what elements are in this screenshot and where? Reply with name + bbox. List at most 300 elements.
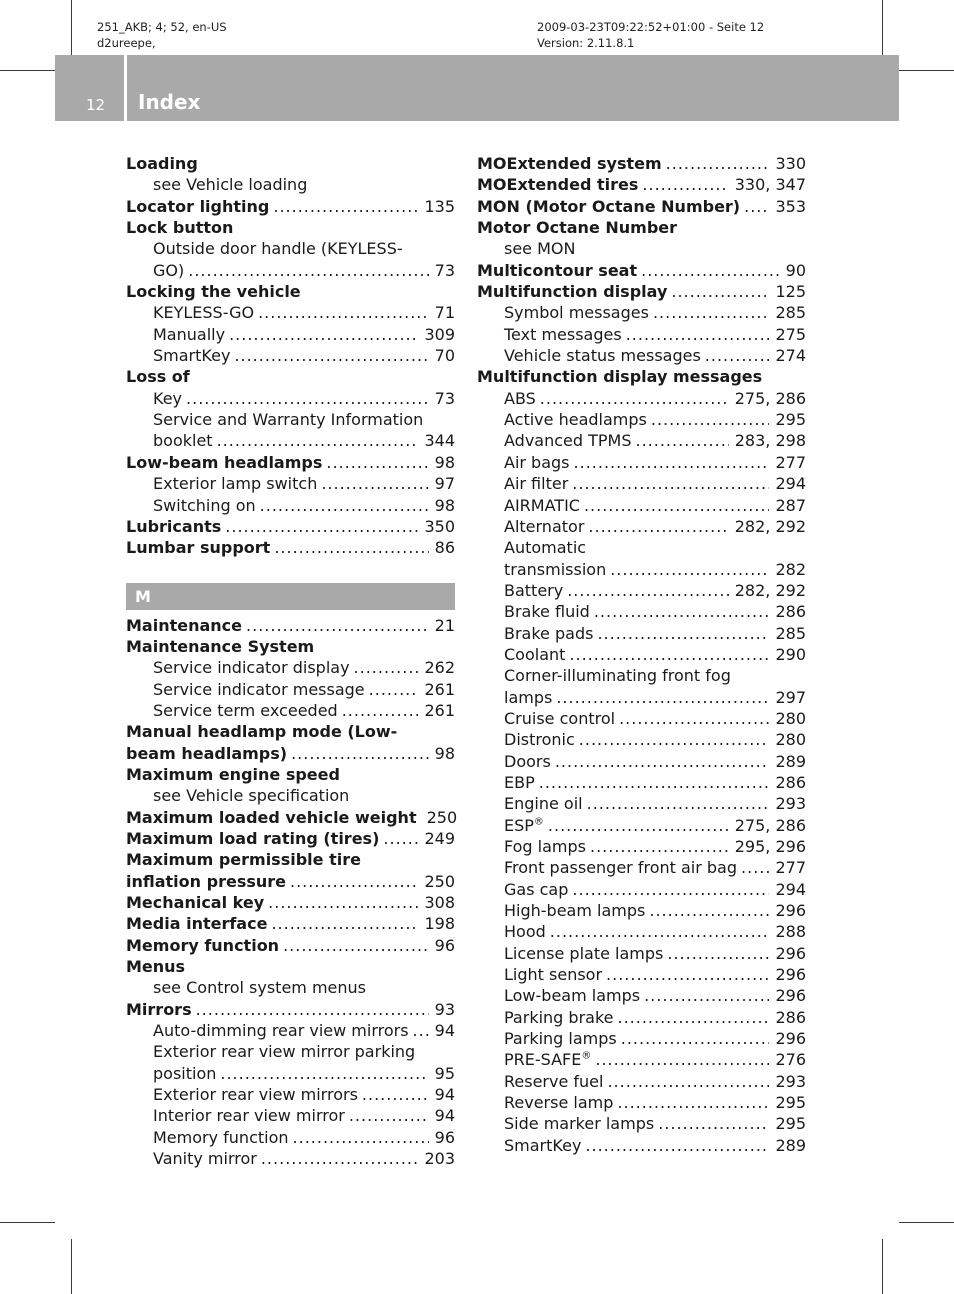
page-reference[interactable]: 286 [775,772,806,792]
page-reference[interactable]: 97 [434,474,455,494]
index-subentry[interactable] [477,623,806,644]
page-reference[interactable]: 96 [434,1127,455,1147]
index-subentry[interactable] [477,900,806,921]
index-entry[interactable] [126,871,455,892]
page-reference[interactable]: 330 [775,154,806,173]
page-reference[interactable]: 73 [434,388,455,408]
index-subentry[interactable] [126,345,455,366]
index-subentry[interactable] [477,580,806,601]
leader-dots [666,153,770,174]
page-reference[interactable]: 96 [434,935,455,955]
index-subentry[interactable] [477,751,806,772]
page-reference[interactable]: 293 [775,1071,806,1091]
leader-dots [271,913,418,934]
index-subentry[interactable] [126,1148,455,1169]
index-subentry [126,174,455,195]
leader-dots [362,1084,429,1105]
page-reference[interactable]: 94 [434,1021,455,1041]
page-reference[interactable]: 296 [775,965,806,985]
entry-label: Memory function [126,935,280,955]
page-reference[interactable]: 98 [434,452,455,472]
leader-dots [587,793,770,814]
entry-label: Fog lamps [504,837,586,856]
index-entry [126,764,455,785]
entry-label: Parking lamps [504,1029,617,1049]
index-subentry [126,409,455,430]
leader-dots [273,196,418,217]
page-reference[interactable]: 73 [434,260,455,280]
entry-label: MOExtended tires [477,175,639,195]
leader-dots [539,772,770,793]
entry-label: Manual headlamp mode (Low- [126,722,398,742]
leader-dots [291,743,429,764]
entry-label: Text messages [504,324,622,344]
index-subentry[interactable] [477,708,806,729]
index-entry [126,721,455,742]
entry-label: Mirrors [126,999,192,1019]
leader-dots [651,409,770,430]
entry-label: Parking brake [504,1007,614,1027]
entry-label: booklet [153,431,213,451]
index-subentry[interactable] [477,388,806,409]
entry-label: Front passenger front air bag [504,858,738,878]
page-reference[interactable]: 294 [775,879,806,899]
page-reference[interactable]: 290 [775,644,806,664]
index-subentry[interactable] [126,495,455,516]
index-entry[interactable] [126,828,455,849]
leader-dots [354,657,419,678]
index-subentry[interactable] [126,1020,455,1041]
index-subentry[interactable] [477,1135,806,1156]
leader-dots [610,559,769,580]
index-subentry[interactable] [477,687,806,708]
index-entry [477,217,806,238]
index-subentry[interactable] [477,772,806,793]
leader-dots [246,615,429,636]
page-reference[interactable]: 344 [424,431,455,451]
page-reference[interactable]: 297 [775,687,806,707]
index-entry[interactable] [126,913,455,934]
page-reference[interactable]: 203 [424,1149,455,1169]
index-entry[interactable] [126,999,455,1020]
page-reference[interactable]: 277 [775,858,806,878]
leader-dots [274,537,428,558]
page-reference[interactable]: 289 [775,1135,806,1155]
entry-label: Vanity mirror [153,1149,257,1169]
entry-label: Gas cap [504,879,569,899]
entry-label: see MON [504,239,576,259]
meta-line: 2009-03-23T09:22:52+01:00 - Seite 12 [537,20,765,34]
leader-dots [744,196,769,217]
leader-dots [641,260,780,281]
entry-label: Low-beam headlamps [126,452,323,472]
index-entry [126,217,455,238]
page-reference[interactable]: 275, 286 [734,815,806,835]
index-subentry[interactable] [477,495,806,516]
crop-mark-top-right-v [882,0,883,55]
index-subentry[interactable] [126,657,455,678]
index-subentry[interactable] [126,679,455,700]
leader-dots [413,1020,429,1041]
page-reference[interactable]: 285 [775,303,806,323]
page-reference[interactable]: 350 [424,516,455,536]
leader-dots [290,871,418,892]
entry-label: Multicontour seat [477,260,638,280]
entry-label: Loss of [126,367,190,387]
entry-label: MOExtended system [477,154,662,173]
crop-mark-bottom-right-v [882,1239,883,1294]
crop-mark-bottom-right-h [899,1222,954,1223]
leader-dots [588,516,728,537]
header-divider [124,55,127,121]
index-subentry [477,537,806,558]
index-subentry[interactable] [477,879,806,900]
index-subentry[interactable] [126,302,455,323]
page-reference[interactable]: 261 [424,679,455,699]
index-entry [126,281,455,302]
entry-label: EBP [504,772,535,792]
crop-mark-top-left-h [0,70,55,71]
index-subentry[interactable] [477,409,806,430]
index-subentry[interactable] [477,729,806,750]
leader-dots [594,601,770,622]
leader-dots [606,964,769,985]
index-subentry[interactable] [477,1007,806,1028]
page-reference[interactable]: 293 [775,794,806,814]
index-subentry[interactable] [477,1113,806,1134]
index-entry[interactable] [477,281,806,302]
entry-label: Service indicator message [153,679,365,699]
entry-label: Memory function [153,1127,289,1147]
entry-label: KEYLESS-GO [153,303,255,323]
page-reference[interactable]: 98 [434,495,455,515]
index-subentry[interactable] [477,473,806,494]
index-subentry[interactable] [477,345,806,366]
page-reference[interactable]: 289 [775,751,806,771]
index-subentry [126,1041,455,1062]
entry-label: GO) [153,260,185,280]
leader-dots [548,815,729,836]
index-entry[interactable] [477,196,806,217]
index-subentry[interactable] [126,388,455,409]
leader-dots [642,174,728,195]
entry-label: Air bags [504,452,570,472]
index-subentry[interactable] [477,1092,806,1113]
entry-label: Maximum engine speed [126,764,340,784]
index-entry[interactable] [126,743,455,764]
print-meta-left [97,19,227,51]
page-reference[interactable]: 135 [424,196,455,216]
entry-label: Brake fluid [504,602,590,622]
entry-label: Alternator [504,516,585,536]
leader-dots [260,495,429,516]
page-reference[interactable]: 296 [775,1029,806,1049]
entry-label: Reserve fuel [504,1071,604,1091]
index-subentry[interactable] [477,430,806,451]
leader-dots [283,935,429,956]
leader-dots [569,644,769,665]
page-reference[interactable]: 287 [775,495,806,515]
index-subentry[interactable] [126,1084,455,1105]
index-subentry [126,785,455,806]
index-subentry[interactable] [477,857,806,878]
leader-dots [607,1071,769,1092]
leader-dots [617,1092,769,1113]
index-subentry[interactable] [477,644,806,665]
entry-label: Maintenance [126,615,243,635]
index-entry [126,849,455,870]
page-reference[interactable]: 286 [775,602,806,622]
entry-label: Locking the vehicle [126,282,301,302]
entry-label: Maximum load rating (tires) [126,828,380,848]
index-subentry [126,238,455,259]
leader-dots [234,345,428,366]
index-entry [126,153,455,174]
index-subentry [126,977,455,998]
registered-mark: ® [533,816,544,828]
entry-label: SmartKey [153,346,231,366]
page-reference[interactable]: 296 [775,986,806,1006]
leader-dots [556,687,769,708]
page-reference[interactable]: 286 [775,1007,806,1027]
entry-label: Media interface [126,914,268,934]
entry-label: Exterior lamp switch [153,474,318,494]
leader-dots [293,1127,429,1148]
index-entry[interactable] [126,537,455,558]
leader-dots [572,879,769,900]
page-reference[interactable]: 93 [434,999,455,1019]
entry-label: Engine oil [504,794,583,814]
page-reference[interactable]: 282 [775,559,806,579]
entry-label: AIRMATIC [504,495,580,515]
entry-label: transmission [504,559,607,579]
entry-label: beam headlamps) [126,743,288,763]
entry-label: Symbol messages [504,303,649,323]
page-reference[interactable]: 296 [775,943,806,963]
index-subentry[interactable] [477,836,806,857]
page-reference[interactable]: 295 [775,410,806,430]
entry-label: see Vehicle loading [153,175,308,195]
entry-label: Lumbar support [126,538,271,558]
page-reference[interactable]: 295 [775,1093,806,1113]
leader-dots [590,836,729,857]
entry-label: Light sensor [504,965,603,985]
entry-label: Multifunction display [477,282,668,302]
entry-group-mo [477,153,806,1156]
entry-label: Advanced TPMS [504,431,632,451]
index-entry [126,366,455,387]
crop-mark-bottom-left-h [0,1222,55,1223]
index-entry[interactable] [126,452,455,473]
index-entry[interactable] [126,935,455,956]
leader-dots [617,1007,769,1028]
page-reference[interactable]: 275, 286 [734,388,806,408]
entry-label: Air filter [504,474,569,494]
entry-label: Service and Warranty Information [153,410,424,430]
index-subentry[interactable] [477,964,806,985]
page-reference[interactable]: 288 [775,922,806,942]
leader-dots [574,452,770,473]
leader-dots [579,729,770,750]
page-reference[interactable]: 274 [775,346,806,366]
index-entry[interactable] [477,174,806,195]
index-subentry[interactable] [477,516,806,537]
index-entry[interactable] [477,153,806,174]
entry-group-l [126,153,455,559]
entry-label: Switching on [153,495,256,515]
index-subentry[interactable] [126,1127,455,1148]
index-subentry[interactable] [477,793,806,814]
index-subentry[interactable] [477,1049,806,1070]
page-reference[interactable]: 282, 292 [734,516,806,536]
leader-dots [644,985,769,1006]
entry-label: Automatic [504,538,587,558]
index-subentry[interactable] [477,601,806,622]
entry-label: Interior rear view mirror [153,1106,345,1126]
index-subentry[interactable] [477,452,806,473]
page-reference[interactable]: 308 [424,893,455,912]
meta-line: d2ureepe, [97,36,156,50]
leader-dots [550,921,770,942]
page-reference[interactable]: 198 [424,914,455,934]
entry-label: MON (Motor Octane Number) [477,196,741,216]
page-reference[interactable]: 276 [775,1050,806,1070]
registered-mark: ® [581,1051,592,1063]
page-reference[interactable]: 330, 347 [734,175,806,195]
leader-dots [220,1063,428,1084]
leader-dots [229,324,418,345]
leader-dots [595,1049,769,1070]
index-subentry[interactable] [477,985,806,1006]
leader-dots [349,1105,429,1126]
index-entry[interactable] [126,196,455,217]
page-reference[interactable]: 353 [775,196,806,216]
index-subentry[interactable] [126,1105,455,1126]
crop-mark-top-right-h [899,70,954,71]
index-column-right [477,153,806,1156]
entry-label: Mechanical key [126,893,265,912]
page-reference[interactable]: 285 [775,623,806,643]
index-subentry[interactable] [477,324,806,345]
section-gap [126,559,455,577]
page-reference[interactable]: 71 [434,303,455,323]
index-subentry[interactable] [477,921,806,942]
page-reference[interactable]: 250 [424,871,455,891]
page-reference[interactable]: 280 [775,708,806,728]
index-entry[interactable] [126,615,455,636]
leader-dots [225,516,418,537]
entry-label: Battery [504,580,564,600]
page-reference[interactable]: 90 [785,260,806,280]
page-reference[interactable]: 95 [434,1063,455,1083]
page-reference[interactable]: 261 [424,700,455,720]
entry-label: lamps [504,687,553,707]
page-reference[interactable]: 98 [434,743,455,763]
page-reference[interactable]: 86 [434,538,455,558]
entry-label: High-beam lamps [504,901,646,921]
entry-label: Cruise control [504,708,616,728]
page-reference[interactable]: 295, 296 [734,837,806,856]
entry-label: Service term exceeded [153,700,338,720]
leader-dots [555,751,770,772]
page-reference[interactable]: 94 [434,1106,455,1126]
leader-dots [585,1135,769,1156]
page-reference[interactable]: 275 [775,324,806,344]
index-entry [126,636,455,657]
index-subentry[interactable] [477,559,806,580]
page-reference[interactable]: 70 [434,346,455,366]
page-reference[interactable]: 125 [775,282,806,302]
leader-dots [621,1028,770,1049]
page-reference[interactable]: 309 [424,324,455,344]
index-entry [477,366,806,387]
index-subentry[interactable] [126,473,455,494]
index-subentry[interactable] [477,1071,806,1092]
index-subentry [477,238,806,259]
entry-label: Multifunction display messages [477,367,763,387]
index-subentry[interactable] [126,1063,455,1084]
entry-label: Lock button [126,218,234,238]
entry-label: Key [153,388,183,408]
page-reference[interactable]: 249 [424,828,455,848]
index-subentry[interactable] [126,700,455,721]
leader-dots [186,388,429,409]
page-number: 12 [86,96,106,114]
entry-label: Manually [153,324,226,344]
index-entry[interactable] [126,807,458,828]
page-reference[interactable]: 21 [434,615,455,635]
leader-dots [705,345,770,366]
index-entry[interactable] [126,892,455,913]
index-subentry[interactable] [126,260,455,281]
leader-dots [258,302,429,323]
index-entry[interactable] [126,516,455,537]
entry-label: Auto-dimming rear view mirrors [153,1021,409,1041]
leader-dots [369,679,419,700]
entry-label: Hood [504,922,546,942]
page-reference[interactable]: 280 [775,730,806,750]
section-header-m: M [126,583,455,610]
index-subentry[interactable] [477,943,806,964]
index-subentry[interactable] [477,1028,806,1049]
entry-label: Locator lighting [126,196,270,216]
entry-label: Corner-illuminating front fog [504,666,731,686]
entry-label: Active headlamps [504,410,647,430]
page-reference[interactable]: 295 [775,1114,806,1134]
page-reference[interactable]: 282, 292 [734,580,806,600]
index-column-left [126,153,458,1169]
index-subentry[interactable] [477,302,806,323]
page-reference[interactable]: 277 [775,452,806,472]
index-entry[interactable] [477,260,806,281]
leader-dots [342,700,419,721]
index-subentry[interactable] [126,324,455,345]
page-reference[interactable]: 250 [426,807,458,827]
page-reference[interactable]: 94 [434,1085,455,1105]
entry-label: Low-beam lamps [504,986,641,1006]
index-subentry[interactable] [126,430,455,451]
page-reference[interactable]: 262 [424,658,455,678]
entry-label: inflation pressure [126,871,286,891]
page-reference[interactable]: 294 [775,474,806,494]
page-reference[interactable]: 296 [775,901,806,921]
leader-dots [597,623,769,644]
leader-dots [326,452,428,473]
page-reference[interactable]: 283, 298 [734,431,806,451]
entry-label: Exterior rear view mirrors [153,1085,358,1105]
leader-dots [671,281,769,302]
index-subentry[interactable] [477,815,806,836]
